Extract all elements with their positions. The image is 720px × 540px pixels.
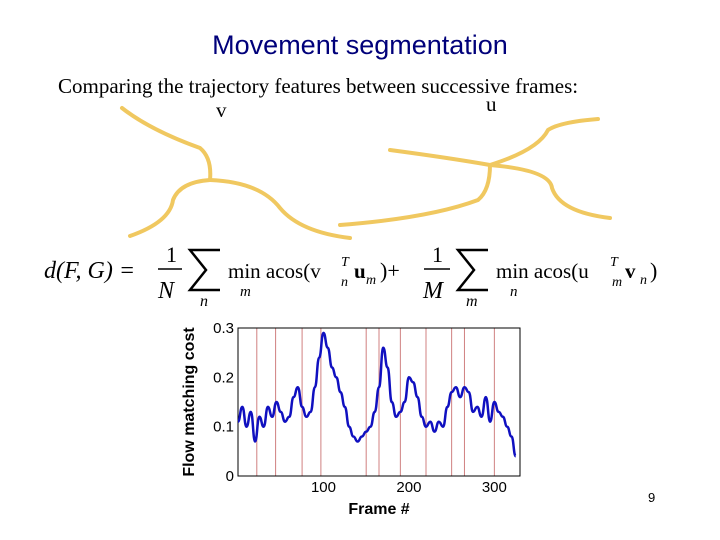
x-tick-label: 200 xyxy=(396,479,422,496)
y-tick-label: 0 xyxy=(225,468,234,485)
trajectory-sketches xyxy=(0,0,720,240)
formula-term1-sub-m: m xyxy=(366,273,377,288)
trajectory-v-right xyxy=(210,180,350,238)
formula-term1: min acos(v xyxy=(228,259,321,283)
trajectory-v-top xyxy=(122,108,210,180)
x-tick-label: 100 xyxy=(310,479,336,496)
formula-term1-u: u xyxy=(354,259,366,283)
formula-term2-sub-n: n xyxy=(640,273,647,288)
x-tick-label: 300 xyxy=(481,479,507,496)
trajectory-v-branch xyxy=(130,180,210,236)
y-tick-label: 0.1 xyxy=(213,418,234,436)
formula-term1-sub-n: n xyxy=(341,275,348,290)
flow-matching-chart xyxy=(180,318,530,523)
formula-term2-sub-m: m xyxy=(612,275,623,290)
formula-term2-v: v xyxy=(625,259,636,283)
formula-close: ) xyxy=(650,258,658,283)
distance-formula xyxy=(40,240,680,310)
formula-sum2 xyxy=(458,250,488,290)
formula-frac1-den: N xyxy=(158,278,175,304)
formula-min2-sub: n xyxy=(510,284,518,300)
x-axis-label: Frame # xyxy=(348,501,410,518)
label-u: u xyxy=(486,92,497,116)
formula-sum2-sub: m xyxy=(466,293,478,310)
formula-term1-sup: T xyxy=(341,255,349,270)
slide-title: Movement segmentation xyxy=(212,30,508,60)
formula-sum1-sub: n xyxy=(200,293,208,310)
trajectory-u-left xyxy=(390,150,490,165)
formula-lhs: d(F, G) = xyxy=(44,258,136,284)
formula-sum1 xyxy=(190,250,220,290)
series-line xyxy=(238,333,516,456)
y-tick-label: 0.2 xyxy=(213,369,234,387)
page-number: 9 xyxy=(648,490,656,505)
formula-frac2-num: 1 xyxy=(432,242,443,267)
formula-frac2-den: M xyxy=(423,278,443,304)
trajectory-u-right xyxy=(490,165,610,218)
formula-term2: min acos(u xyxy=(496,259,589,283)
y-axis-label: Flow matching cost xyxy=(181,327,198,477)
formula-min1-sub: m xyxy=(240,284,251,300)
trajectory-u-top xyxy=(490,119,598,165)
y-tick-label: 0.3 xyxy=(213,320,234,337)
label-v: v xyxy=(216,98,227,122)
slide-subtitle: Comparing the trajectory features between successive frames: xyxy=(58,74,579,98)
formula-frac1-num: 1 xyxy=(166,242,177,267)
formula-plus: )+ xyxy=(380,258,400,283)
trajectory-u-lower xyxy=(340,165,490,225)
formula-term2-sup: T xyxy=(610,255,618,270)
